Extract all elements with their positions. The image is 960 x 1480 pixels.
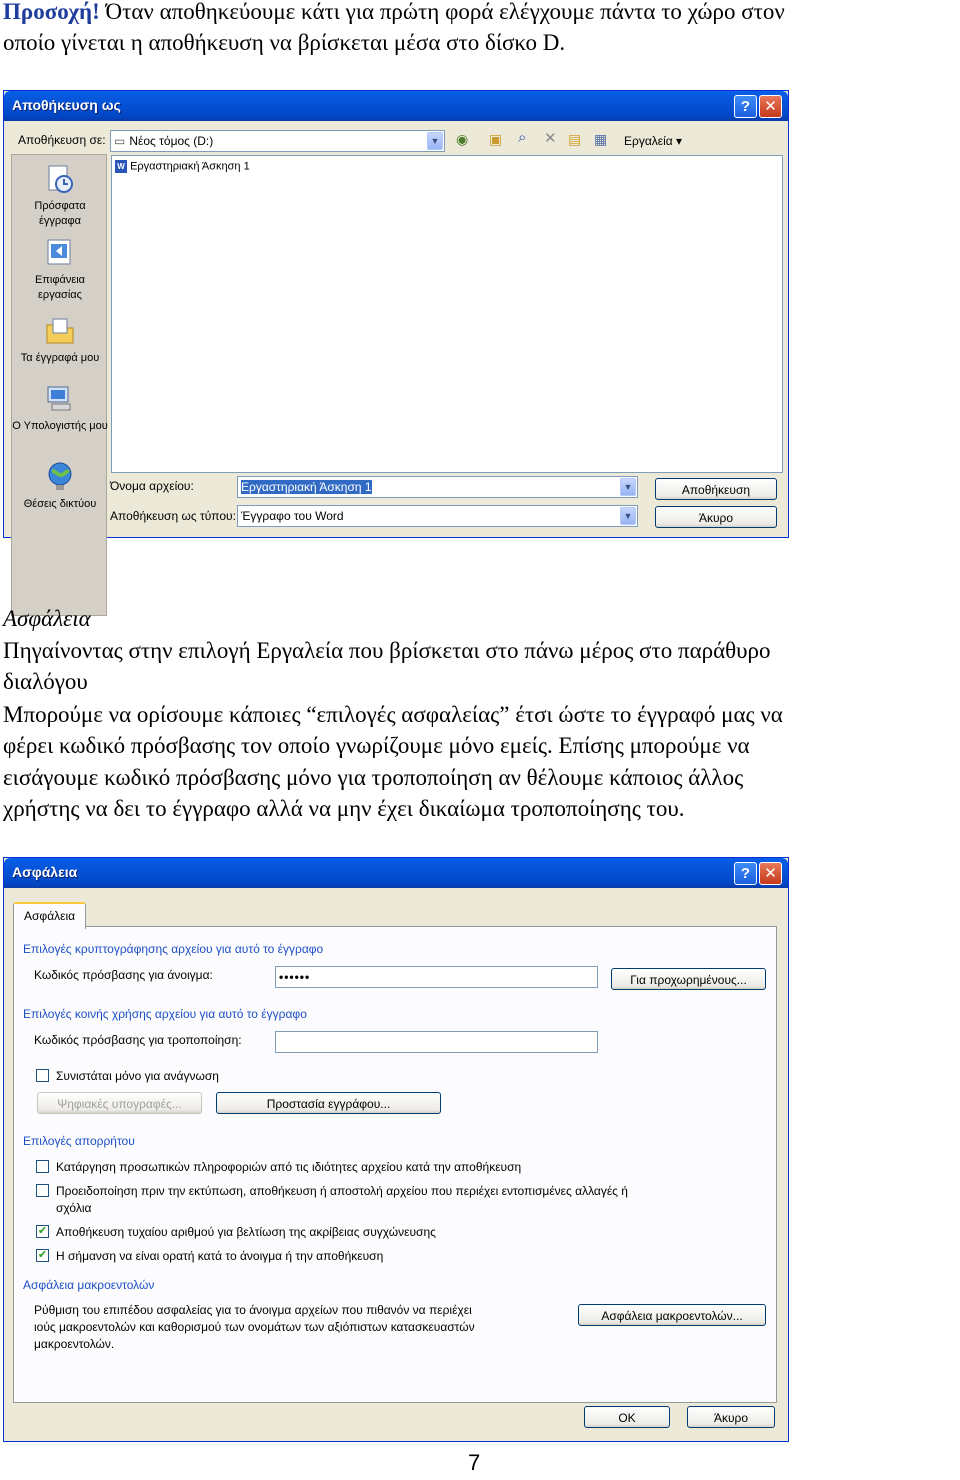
my-computer-icon [44,383,76,415]
advanced-button[interactable]: Για προχωρημένους... [611,968,766,990]
word-document-icon: W [115,160,127,173]
tab-security[interactable]: Ασφάλεια [13,902,86,929]
privacy-checkbox-4[interactable]: ✔ [37,1249,48,1261]
cancel-button[interactable]: Άκυρο [655,506,777,528]
place-my-computer-label: Ο Υπολογιστής μου [12,420,108,432]
filetype-select[interactable] [237,505,638,527]
filename-input[interactable] [237,476,638,498]
open-password-value: •••••• [279,970,311,984]
privacy-label-1: Κατάργηση προσωπικών πληροφοριών από τις ιδιότητες αρχείου κατά την αποθήκευση [56,1160,522,1174]
security-para2-line4: χρήστης να δει το έγγραφο αλλά να μην έχει δικαίωμα τροποποίησης του. [3,796,685,821]
security-para1-line1: Πηγαίνοντας στην επιλογή Εργαλεία που βρίσκεται στο πάνω μέρος στο παράθυρο [3,638,771,663]
modify-password-label: Κωδικός πρόσβασης για τροποποίηση: [34,1033,242,1047]
back-icon[interactable]: ◉ [456,131,469,147]
save-button[interactable]: Αποθήκευση [655,478,777,500]
help-button[interactable]: ? [734,862,757,885]
open-password-input[interactable] [275,966,598,988]
save-in-combo[interactable] [110,130,445,152]
save-in-value: Νέος τόμος (D:) [129,134,214,148]
security-titlebar [4,858,788,888]
up-folder-icon[interactable]: ▣ [489,131,503,147]
save-as-titlebar [4,91,788,121]
open-password-label: Κωδικός πρόσβασης για άνοιγμα: [34,968,213,982]
intro-line-1-text: Όταν αποθηκεύουμε κάτι για πρώτη φορά ελέγχουμε πάντα το χώρο στον [99,0,785,24]
cancel-button[interactable]: Άκυρο [687,1406,775,1428]
save-as-dialog [3,90,789,538]
filetype-value: Έγγραφο του Word [241,509,344,523]
digital-signatures-button[interactable]: Ψηφιακές υπογραφές... [37,1092,202,1114]
macro-text-line2: ιούς μακροεντολών και καθορισμού των ονομάτων των αξιόπιστων κατασκευαστών [34,1320,475,1334]
ok-button[interactable]: OK [584,1406,670,1428]
desktop-icon [44,237,76,269]
filename-value: Εργαστηριακή Άσκηση 1 [241,480,372,494]
privacy-label-2: Προειδοποίηση πριν την εκτύπωση, αποθήκευση ή αποστολή αρχείου που περιέχει εντοπισμένες αλλαγές ή [56,1184,628,1198]
macro-group-title: Ασφάλεια μακροεντολών [23,1278,155,1292]
sharing-group-title: Επιλογές κοινής χρήσης αρχείου για αυτό το έγγραφο [23,1007,307,1021]
place-recent-label: Πρόσφατα έγγραφα [34,200,86,227]
tools-menu[interactable]: Εργαλεία ▾ [624,134,683,148]
help-button[interactable]: ? [734,95,757,118]
privacy-checkbox-3[interactable]: ✔ [37,1225,48,1237]
file-item-name: Εργαστηριακή Άσκηση 1 [130,160,250,173]
place-network[interactable] [12,461,108,512]
close-button[interactable]: ✕ [759,862,782,885]
privacy-label-2-cont: σχόλια [56,1201,92,1215]
chevron-down-icon[interactable]: ▼ [620,507,636,525]
place-recent[interactable] [12,163,108,229]
security-para2-line1: Μπορούμε να ορίσουμε κάποιες “επιλογές ασφαλείας” έτσι ώστε το έγγραφό μας να [3,702,783,727]
drive-icon: ▭ [114,134,126,148]
network-places-icon [44,461,76,493]
privacy-checkbox-2[interactable] [36,1184,49,1197]
privacy-label-4: Η σήμανση να είναι ορατή κατά το άνοιγμα ή την αποθήκευση [56,1249,384,1263]
privacy-checkbox-1[interactable] [36,1160,49,1173]
security-heading: Ασφάλεια [3,606,91,631]
macro-security-button[interactable]: Ασφάλεια μακροεντολών... [578,1304,766,1326]
macro-text-line3: μακροεντολών. [34,1337,115,1351]
security-para2-line2: φέρει κωδικό πρόσβασης τον οποίο γνωρίζουμε μόνο εμείς. Επίσης μπορούμε να [3,733,750,758]
place-desktop[interactable] [12,237,108,303]
readonly-checkbox[interactable] [36,1069,49,1082]
page-number: 7 [468,1450,481,1475]
place-my-documents-label: Τα έγγραφά μου [20,352,100,364]
security-dialog [3,857,789,1442]
save-as-title: Αποθήκευση ως [12,97,121,113]
views-icon[interactable]: ▦ [594,131,608,147]
places-bar [11,154,107,616]
place-my-computer[interactable] [12,383,108,434]
filetype-label: Αποθήκευση ως τύπου: [110,509,236,523]
close-button[interactable]: ✕ [759,95,782,118]
intro-line-1 [3,0,785,27]
my-documents-icon [44,315,76,347]
encryption-group-title: Επιλογές κρυπτογράφησης αρχείου για αυτό το έγγραφο [23,942,324,956]
filename-label: Όνομα αρχείου: [110,479,194,493]
macro-text-line1: Ρύθμιση του επιπέδου ασφαλείας για το άνοιγμα αρχείων που πιθανόν να περιέχει [34,1303,472,1317]
protect-document-button[interactable]: Προστασία εγγράφου... [216,1092,441,1114]
security-title: Ασφάλεια [12,864,78,880]
modify-password-input[interactable] [275,1031,598,1053]
security-para1-line2: διαλόγου [3,669,88,694]
new-folder-icon[interactable]: ▤ [568,131,582,147]
delete-icon[interactable]: ✕ [544,130,557,147]
file-list[interactable] [111,155,783,473]
place-my-documents[interactable] [12,315,108,366]
recent-documents-icon [44,163,76,195]
place-desktop-label: Επιφάνεια εργασίας [34,274,86,301]
place-network-label: Θέσεις δικτύου [23,498,97,510]
chevron-down-icon[interactable]: ▼ [620,478,636,496]
search-web-icon[interactable]: ⌕ [518,129,527,146]
privacy-group-title: Επιλογές απορρήτου [23,1134,135,1148]
intro-line-2: οποίο γίνεται η αποθήκευση να βρίσκεται μέσα στο δίσκο D. [3,30,566,55]
chevron-down-icon[interactable]: ▼ [427,132,443,150]
privacy-label-3: Αποθήκευση τυχαίου αριθμού για βελτίωση της ακρίβειας συγχώνευσης [56,1225,436,1239]
file-item[interactable] [115,160,250,173]
save-in-label: Αποθήκευση σε: [18,133,106,147]
security-para2-line3: εισάγουμε κωδικό πρόσβασης μόνο για τροποποίηση αν θέλουμε κάποιος άλλος [3,765,744,790]
readonly-label: Συνιστάται μόνο για ανάγνωση [56,1069,219,1083]
warning-label: Προσοχή! [3,0,100,24]
